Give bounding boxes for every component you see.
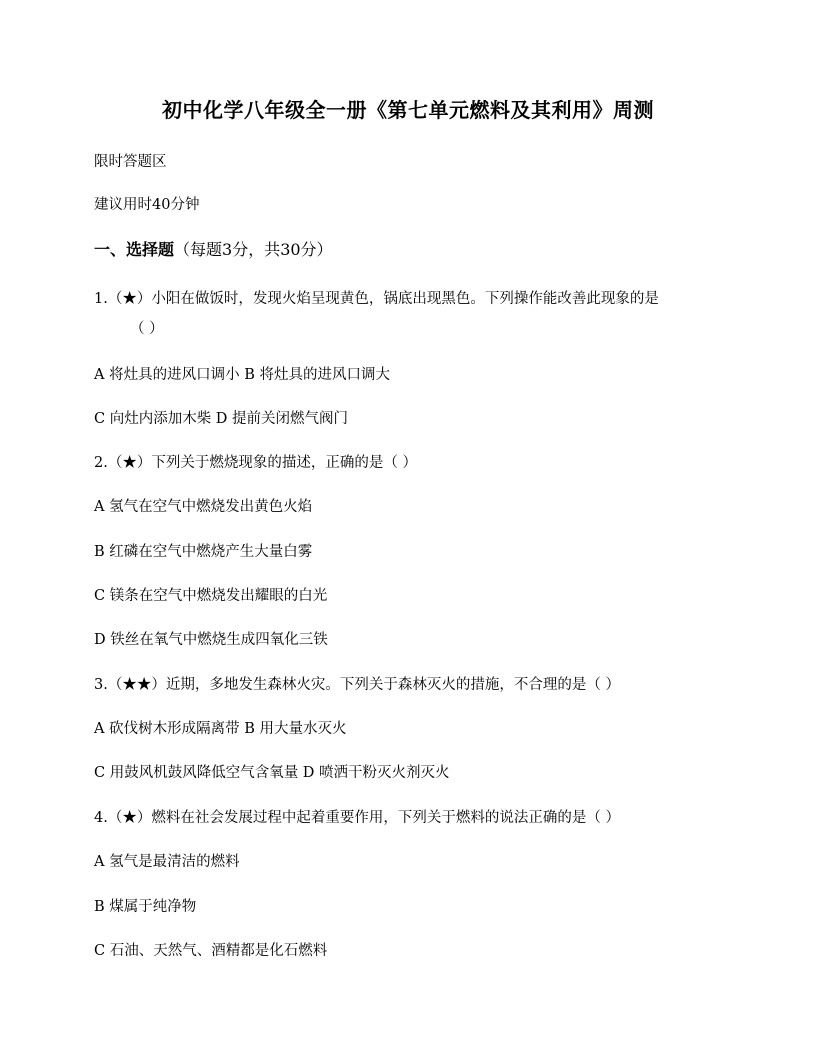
question-2-option-b: B 红磷在空气中燃烧产生大量白雾 [94,544,313,560]
section-score-note: （每题3分，共30分） [174,240,333,259]
question-1-stem: 1.（★）小阳在做饭时，发现火焰呈现黄色，锅底出现黑色。下列操作能改善此现象的是 [94,291,659,307]
question-3-options-ab: A 砍伐树木形成隔离带 B 用大量水灭火 [94,721,347,737]
question-3-options-cd: C 用鼓风机鼓风降低空气含氧量 D 喷洒干粉灭火剂灭火 [94,765,450,781]
question-2-option-d: D 铁丝在氧气中燃烧生成四氧化三铁 [94,632,328,648]
question-1-options-ab: A 将灶具的进风口调小 B 将灶具的进风口调大 [94,367,390,383]
question-4-option-c: C 石油、天然气、酒精都是化石燃料 [94,943,328,959]
question-4-stem: 4.（★）燃料在社会发展过程中起着重要作用，下列关于燃料的说法正确的是（ ） [94,810,620,826]
document-title: 初中化学八年级全一册《第七单元燃料及其利用》周测 [162,98,654,122]
question-4-option-b: B 煤属于纯净物 [94,899,197,915]
question-2-stem: 2.（★）下列关于燃烧现象的描述，正确的是（ ） [94,455,417,471]
section-heading [94,239,333,261]
question-2-option-a: A 氢气在空气中燃烧发出黄色火焰 [94,499,313,515]
timed-area-label: 限时答题区 [94,154,167,170]
question-4-option-a: A 氢气是最清洁的燃料 [94,854,240,870]
question-1-options-cd: C 向灶内添加木柴 D 提前关闭燃气阀门 [94,411,349,427]
question-1-stem-continued: （ ） [130,321,164,337]
question-3-stem: 3.（★★）近期，多地发生森林火灾。下列关于森林灭火的措施，不合理的是（ ） [94,677,620,693]
question-2-option-c: C 镁条在空气中燃烧发出耀眼的白光 [94,588,328,604]
suggested-time-label: 建议用时40分钟 [94,197,200,213]
section-title: 一、选择题 [94,240,175,259]
